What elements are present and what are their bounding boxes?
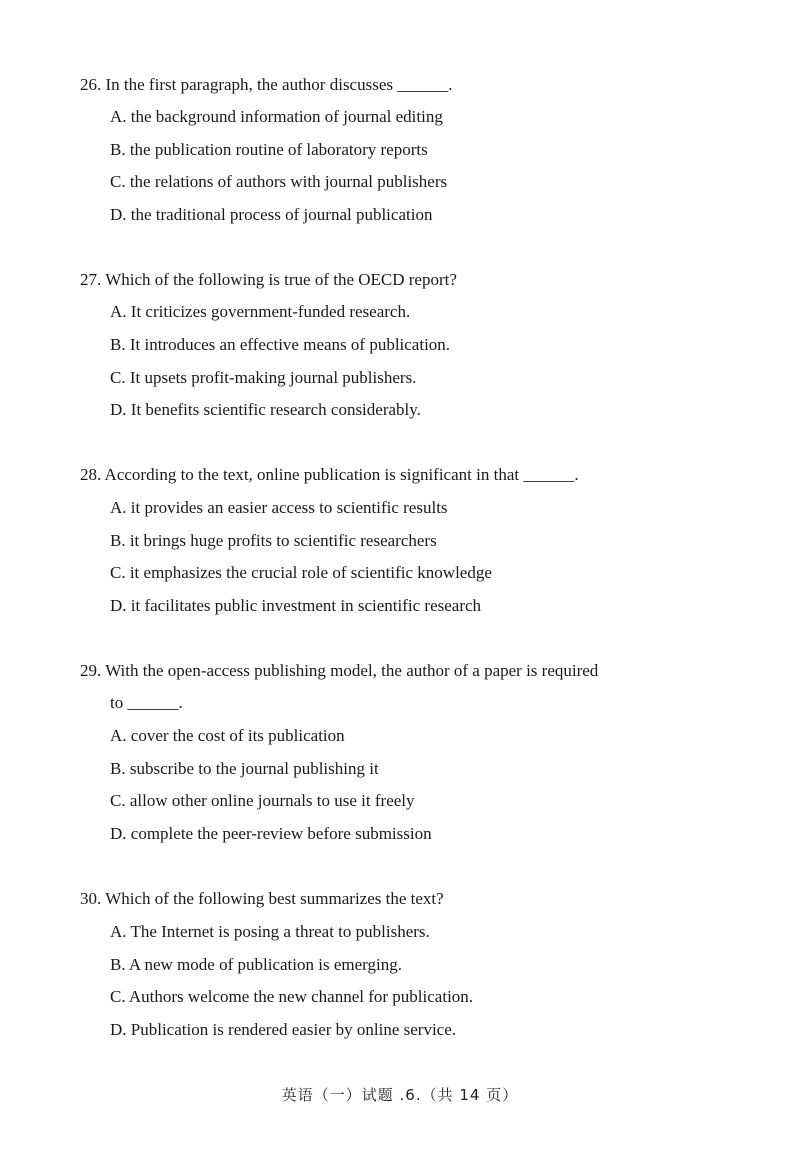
option-a: A. the background information of journal editing [110,107,443,126]
option-a: A. it provides an easier access to scientific results [110,498,448,517]
option-a: A. The Internet is posing a threat to publishers. [110,922,430,941]
option-b: B. A new mode of publication is emerging. [110,955,402,974]
option-a: A. It criticizes government-funded research. [110,302,411,321]
option-c: C. Authors welcome the new channel for publication. [110,987,474,1006]
question-stem: 26. In the first paragraph, the author discusses ______. [80,75,453,94]
option-c: C. It upsets profit-making journal publishers. [110,368,417,387]
option-d: D. Publication is rendered easier by online service. [110,1020,457,1039]
question-stem-continuation: to ______. [110,693,183,712]
option-c: C. allow other online journals to use it freely [110,791,415,810]
option-d: D. complete the peer-review before submission [110,824,432,843]
option-c: C. it emphasizes the crucial role of scientific knowledge [110,563,492,582]
option-d: D. the traditional process of journal publication [110,205,433,224]
option-d: D. It benefits scientific research considerably. [110,400,421,419]
option-b: B. it brings huge profits to scientific researchers [110,531,437,550]
option-b: B. subscribe to the journal publishing it [110,759,379,778]
option-d: D. it facilitates public investment in scientific research [110,596,482,615]
question-stem: 29. With the open-access publishing model, the author of a paper is required [80,661,599,680]
option-c: C. the relations of authors with journal publishers [110,172,448,191]
page-footer: 英语（一）试题 .6.（共 14 页） [281,1086,519,1104]
question-stem: 28. According to the text, online publication is significant in that ______. [80,465,579,484]
question-stem: 27. Which of the following is true of the OECD report? [80,270,457,289]
question-stem: 30. Which of the following best summarizes the text? [80,889,444,908]
option-a: A. cover the cost of its publication [110,726,345,745]
option-b: B. It introduces an effective means of publication. [110,335,451,354]
option-b: B. the publication routine of laboratory reports [110,140,428,159]
